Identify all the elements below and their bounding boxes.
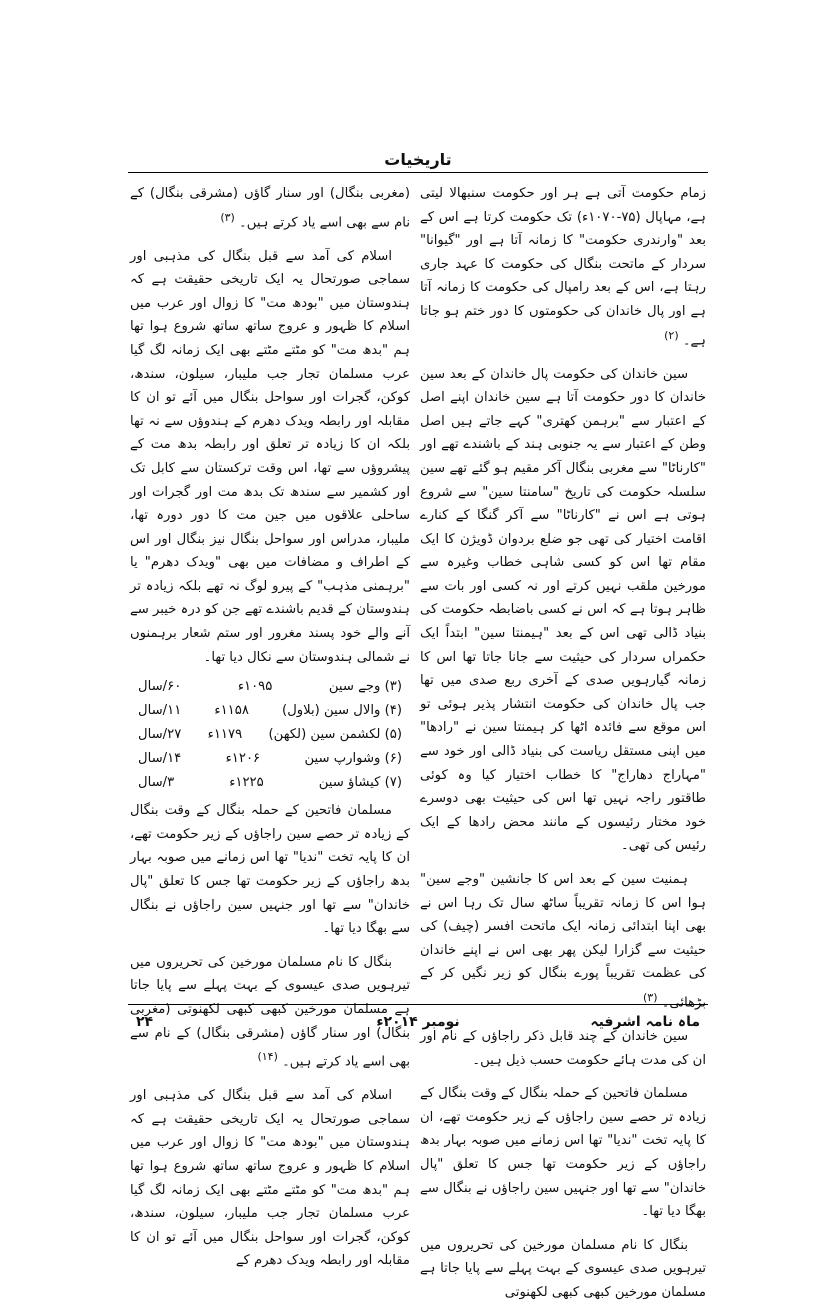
kings-list: [130, 675, 410, 795]
paragraph: مسلمان فاتحین کے حملہ بنگال کے وقت بنگال کے زیادہ تر حصے سین راجاؤں کے زیر حکومت تھے، ان کا پایہ تخت "ندیا" تھا اس زمانے میں صوبہ بہار بدھ راجاؤں کے زیر حکومت تھا جس کا تعلق "پال خاندان" سے تھا اور جنہیں سین راجاؤں نے بنگال سے بھگا دیا تھا۔: [130, 803, 410, 937]
paragraph: سین خاندان کی حکومت پال خاندان کے بعد سین خاندان کا دور حکومت آتا ہے سین خاندان اپنے اصل کے اعتبار سے "برہمن کھتری" کہے جاتے ہیں اصل وطن کے اعتبار سے یہ جنوبی ہند کے باشندے تھے اور "کارناٹا" سے مغربی بنگال آکر مقیم ہو گئے تھے سین سلسلہ حکومت کی تاریخ "سامنتا سین" سے شروع ہوتی ہے اس نے "کارناٹا" سے آکر گنگا کے کنارے اقامت اختیار کی تھی جو ضلع بردوان ڈویژن کا ایک مقام تھا اس کو کسی شاہی خطاب وغیرہ سے مورخین ملقب نہیں کرتے اور نہ کسی اور بات سے ظاہر ہوتا ہے کہ اس نے کسی باضابطہ حکومت کی بنیاد ڈالی تھی اس کے بعد "ہیمنتا سین" ابتداً ایک حکمراں سردار کی حیثیت سے جانا جاتا تھا اس کا زمانہ گیارہویں صدی کے آخری ربع صدی میں تھا جب پال خاندان کی حکومت انتشار پذیر ہوئی تو اس موقع سے فائدہ اٹھا کر ہیمنتا سین نے "رادھا" میں اپنی مستقل ریاست کی بنیاد ڈالی اور خود سے "مہاراج دھاراج" کا خطاب اختیار کیا وہ کوئی طاقتور راجہ نہیں تھا اس کی حیثیت بھی دوسرے خود مختار رئیسوں کے مانند محض رادھا کے ایک رئیس کی تھی۔: [420, 366, 706, 854]
footnote-ref: (۳): [642, 990, 658, 1004]
paragraph: اسلام کی آمد سے قبل بنگال کی مذہبی اور سماجی صورتحال یہ ایک تاریخی حقیقت ہے کہ ہندوستان میں "بودھ مت" کا زوال اور عرب میں اسلام کا ظہور و عروج ساتھ ساتھ شروع ہوا تھا ہم "بدھ مت" کو مٹتے مٹتے بھی ایک زمانہ لگ گیا عرب مسلمان تجار جب ملیبار، سیلون، سندھ، کوکن، گجرات اور سواحل بنگال میں آئے تو ان کا مقابلہ اور رابطہ ویدک دھرم کے ہندوؤں سے نہ تھا بلکہ ان کا زیادہ تر تعلق اور رابطہ بدھ مت کے پیشروؤں سے تھا، اس وقت ترکستان سے کابل تک اور کشمیر سے سندھ تک بدھ مت اور گجرات اور ساحلی علاقوں میں جین مت کا دور دورہ تھا، ملیبار، مدراس اور سواحل بنگال نیز بنگال اور اس کے اطراف و مضافات میں بھی "ویدک دھرم" یا "برہمنی مذہب" کے پیرو لوگ نہ تھے بلکہ زیادہ تر ہندوستان کے قدیم باشندے تھے جن کو درہ خیبر سے آنے والے خود پسند مغرور اور ستم شعار برہمنوں نے شمالی ہندوستان سے نکال دیا تھا۔: [130, 248, 410, 665]
king-reign: ۱۱/سال: [138, 703, 182, 719]
paragraph: سین خاندان کے چند قابل ذکر راجاؤں کے نام اور ان کی مدت ہائے حکومت حسب ذیل ہیں۔: [420, 1028, 706, 1068]
running-title: تاریخیات: [384, 150, 452, 169]
paragraph: ہمنیت سین کے بعد اس کا جانشین "وجے سین" ہوا اس کا زمانہ تقریباً ساٹھ سال تک رہا اس نے بھی اپنا ابتدائی زمانہ ایک ماتحت افسر (چیف) کی حیثیت سے گزارا لیکن پھر بھی اس نے اپنے خاندان کی عظمت تقریباً پورے بنگال کو زیر نگیں کر کے بڑھائی۔ $^{(۳)}$: [420, 872, 706, 1011]
king-year: ۱۰۹۵ء: [237, 679, 273, 695]
king-year: ۱۲۰۶ء: [225, 751, 261, 767]
list-item: [130, 771, 410, 795]
king-year: ۱۱۵۸ء: [214, 703, 249, 719]
king-reign: ۲۷/سال: [138, 727, 182, 743]
page-number: ۲۴: [136, 1014, 154, 1030]
king-year: ۱۲۲۵ء: [229, 775, 264, 791]
king-name: (۵) لکشمن سین (لکھن): [268, 727, 402, 743]
king-reign: ۳/سال: [138, 775, 175, 791]
footer-rule: [128, 1004, 708, 1005]
paragraph: بنگال کا نام مسلمان مورخین کی تحریروں میں تیرہویں صدی عیسوی کے بہت پہلے سے پایا جاتا ہے مسلمان مورخین کبھی کبھی لکھنوتی: [420, 1237, 706, 1300]
list-item: [130, 699, 410, 723]
king-year: ۱۱۷۹ء: [207, 727, 243, 743]
paragraph: مسلمان فاتحین کے حملہ بنگال کے وقت بنگال کے زیادہ تر حصے سین راجاؤں کے زیر حکومت تھے، ان کا پایہ تخت "ندیا" تھا اس زمانے میں صوبہ بہار بدھ راجاؤں کے زیر حکومت تھا جس کا تعلق "پال خاندان" سے تھا اور جنہیں سین راجاؤں نے بنگال سے بھگا دیا تھا۔: [420, 1086, 706, 1220]
king-reign: ۶۰/سال: [138, 679, 182, 695]
header-rule: [128, 172, 708, 173]
footnote-ref: (۲): [664, 328, 679, 342]
footnote-ref: (۱۴): [257, 1050, 278, 1064]
king-name: (۴) والال سین (بلاول): [282, 703, 402, 719]
footnote-ref: (۳): [220, 210, 235, 224]
king-name: (۶) وشوارپ سین: [304, 751, 402, 767]
paragraph: اسلام کی آمد سے قبل بنگال کی مذہبی اور سماجی صورتحال یہ ایک تاریخی حقیقت ہے کہ ہندوستان میں "بودھ مت" کا زوال اور عرب میں اسلام کا ظہور و عروج ساتھ ساتھ شروع ہوا تھا ہم "بدھ مت" کو مٹتے مٹتے بھی ایک زمانہ لگ گیا عرب مسلمان تجار جب ملیبار، سیلون، سندھ، کوکن، گجرات اور سواحل بنگال میں آئے تو ان کا مقابلہ اور رابطہ ویدک دھرم کے: [130, 1088, 410, 1269]
magazine-name: ماہ نامہ اشرفیہ: [590, 1014, 700, 1030]
king-name: (۳) وجے سین: [328, 679, 402, 695]
king-name: (۷) کیشاؤ سین: [318, 775, 402, 791]
list-item: [130, 675, 410, 699]
king-reign: ۱۴/سال: [138, 751, 182, 767]
paragraph: (مغربی بنگال) اور سنار گاؤں (مشرقی بنگال) کے نام سے بھی اسے یاد کرتے ہیں۔ $^{(۳)}$: [130, 186, 410, 230]
list-item: [130, 723, 410, 747]
list-item: [130, 747, 410, 771]
issue-date: نومبر ۲۰۱۴ء: [376, 1014, 460, 1030]
paragraph: بنگال کا نام مسلمان مورخین کی تحریروں میں تیرہویں صدی عیسوی کے بہت پہلے سے پایا جاتا ہے مسلمان مورخین کبھی کبھی لکھنوتی (مغربی بنگال) اور سنار گاؤں (مشرقی بنگال) کے نام سے بھی اسے یاد کرتے ہیں۔ $^{(۱۴)}$: [130, 954, 410, 1070]
paragraph: زمام حکومت آتی ہے ہر اور حکومت سنبھالا لیتی ہے، مہاپال (۷۵-۱۰۷۰ء) تک حکومت کرتا ہے اس کے بعد "وارندری حکومت" کا زمانہ آتا ہے اور "گیوانا" سردار کے ماتحت بنگال کی حکومت کا عہد جاری رہتا ہے، اس کے بعد رامپال کی حکومت کا زمانہ آتا ہے اور پال خاندان کی حکومتوں کا دور ختم ہو جاتا ہے۔ $^{(۲)}$: [420, 186, 706, 348]
page-footer: [128, 1004, 708, 1044]
page-header: [128, 148, 708, 178]
